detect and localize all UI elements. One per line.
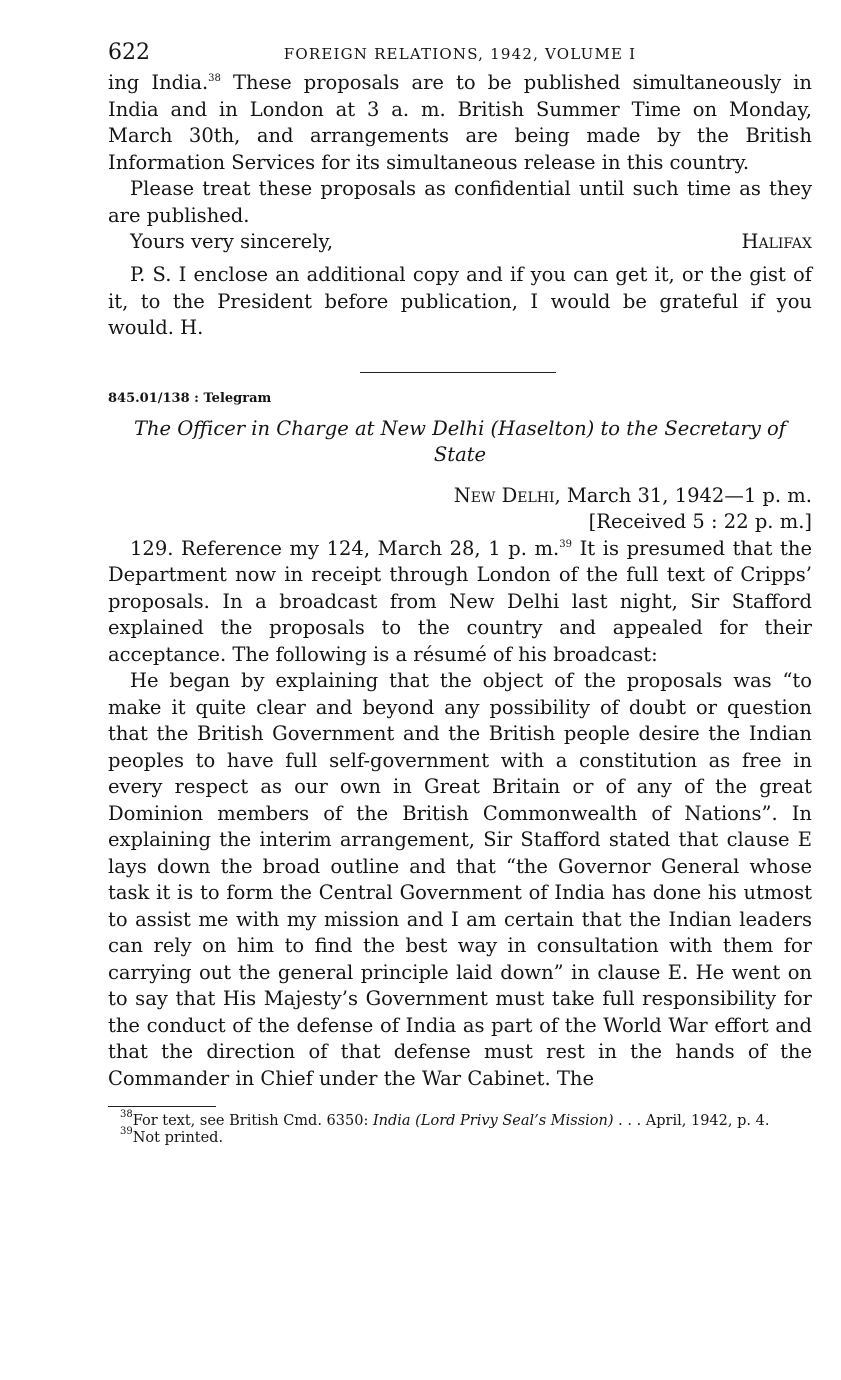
footnote-divider <box>108 1106 216 1107</box>
letter-paragraph-2: Please treat these proposals as confidential until such time as they are published. <box>108 177 812 227</box>
signature: Halifax <box>741 230 812 253</box>
footnote-39: $^{39}$Not printed. <box>120 1126 224 1146</box>
page-header <box>108 40 812 70</box>
footnote-38: $^{38}$For text, see British Cmd. 6350: India (Lord Privy Seal’s Mission) . . . April, 1942, p. 4. <box>120 1109 770 1129</box>
telegram-paragraph-2: He began by explaining that the object of the proposals was “to make it quite clear and beyond any possibility of doubt or question that the British Government and the British people desire the Indian peoples to have full self-government with a constitution as free in every respect as our own in Great Britain or of any of the great Dominion members of the British Commonwealth of Nations”. In explaining the interim arrangement, Sir Stafford stated that clause E lays down the broad outline and that “the Governor General whose task it is to form the Central Government of India has done his utmost to assist me with my mission and I am certain that the Indian leaders can rely on him to find the best way in consultation with them for carrying out the general principle laid down” in clause E. He went on to say that His Majesty’s Government must take full responsibility for the conduct of the defense of India as part of the World War effort and that the direction of that defense must rest in the hands of the Commander in Chief under the War Cabinet. The <box>108 669 812 1090</box>
running-head: FOREIGN RELATIONS, 1942, VOLUME I <box>283 45 637 63</box>
postscript: P. S. I enclose an additional copy and if you can get it, or the gist of it, to the President before publication, I would be grateful if you would. H. <box>108 263 812 339</box>
telegram-paragraph-1: 129. Reference my 124, March 28, 1 p. m.$^{39}$ It is presumed that the Department now in receipt through London of the full text of Cripps’ proposals. In a broadcast from New Delhi last night, Sir Stafford explained the proposals to the country and appealed for their acceptance. The following is a résumé of his broadcast: <box>108 536 812 666</box>
footnote-mark-39: 39 <box>120 1126 133 1137</box>
telegram-title: The Officer in Charge at New Delhi (Haselton) to the Secretary of State <box>133 416 787 466</box>
document-id: 845.01/138 : Telegram <box>108 390 272 406</box>
footnote-italic-title: India (Lord Privy Seal’s Mission) <box>372 1113 614 1129</box>
footnote-ref-39[interactable]: 39 <box>559 538 572 550</box>
closing-salutation: Yours very sincerely, <box>130 230 334 253</box>
page-number: 622 <box>108 40 150 65</box>
section-divider <box>360 372 556 373</box>
footnote-mark-38: 38 <box>120 1109 133 1120</box>
document-page <box>108 40 812 1147</box>
dateline-place: New Delhi <box>453 483 555 507</box>
letter-paragraph-1: ing India.$^{38}$ These proposals are to be published simultaneously in India and in London at 3 a. m. British Summer Time on Monday, March 30th, and arrangements are being made by the British Information Services for its simultaneous release in this country. <box>108 71 812 174</box>
dateline-date: , March 31, 1942—1 p. m. <box>554 483 812 507</box>
footnote-ref-38[interactable]: 38 <box>208 73 221 84</box>
letter-closing <box>108 229 812 256</box>
dateline <box>108 483 812 510</box>
received-line: [Received 5 : 22 p. m.] <box>588 510 812 533</box>
